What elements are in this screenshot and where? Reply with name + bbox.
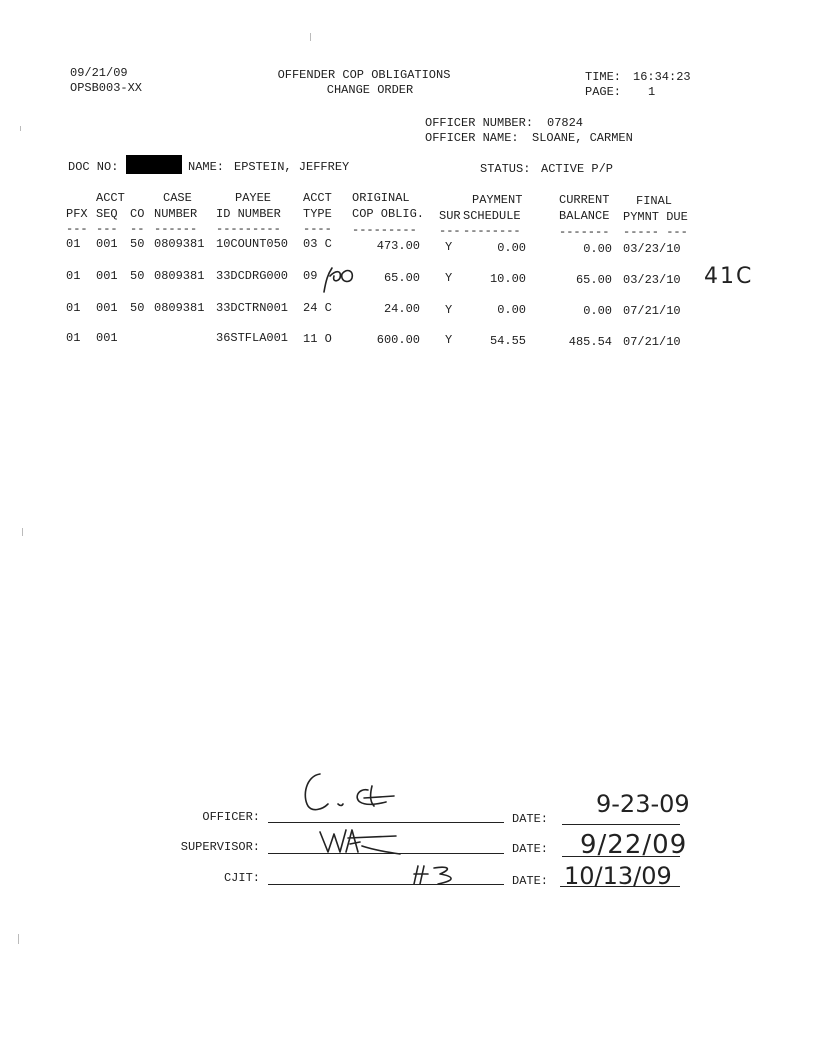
table-row-2-pfx: 01 <box>66 269 81 283</box>
table-row-3-final: 07/21/10 <box>623 304 681 318</box>
col-dashes: ------- <box>559 225 610 239</box>
page-label: PAGE: <box>585 85 622 99</box>
report-date: 09/21/09 <box>70 66 128 80</box>
table-row-1-sur: Y <box>445 240 453 254</box>
table-row-3-case: 0809381 <box>154 301 205 315</box>
officer-name-label: OFFICER NAME: <box>425 131 519 145</box>
table-row-2-final: 03/23/10 <box>623 273 681 287</box>
col-dashes: --- <box>66 222 88 236</box>
col-dashes: --------- <box>352 223 417 237</box>
supervisor-sign-label: SUPERVISOR: <box>180 840 260 854</box>
table-row-4-final: 07/21/10 <box>623 335 681 349</box>
table-row-1-payee: 10COUNT050 <box>216 237 289 251</box>
col-payment-h2: SCHEDULE <box>463 209 521 223</box>
report-title: OFFENDER COP OBLIGATIONS <box>277 68 451 82</box>
table-row-1-type: 03 C <box>303 237 332 251</box>
col-sur-h2: SUR <box>439 209 461 223</box>
cjit-date-label: DATE: <box>512 874 549 888</box>
table-row-2-original: 65.00 <box>383 271 420 285</box>
table-row-4-sur: Y <box>445 333 453 347</box>
table-row-4-payment: 54.55 <box>489 334 526 348</box>
officer-name: SLOANE, CARMEN <box>532 131 633 145</box>
name-label: NAME: <box>188 160 225 174</box>
table-row-4-seq: 001 <box>96 331 118 345</box>
table-row-4-balance: 485.54 <box>568 335 612 349</box>
col-final-h1: FINAL <box>636 194 673 208</box>
col-current-h2: BALANCE <box>559 209 610 223</box>
table-row-3-payee: 33DCTRN001 <box>216 301 289 315</box>
scan-speck <box>18 934 19 944</box>
cjit-sign-label: CJIT: <box>223 871 260 885</box>
col-dashes: ---- <box>303 222 332 236</box>
officer-date-line <box>562 824 680 825</box>
table-row-1-payment: 0.00 <box>497 241 526 255</box>
table-row-2-case: 0809381 <box>154 269 205 283</box>
col-original-h1: ORIGINAL <box>352 191 410 205</box>
supervisor-date-label: DATE: <box>512 842 549 856</box>
col-acct-type-h2: TYPE <box>303 207 332 221</box>
col-original-h2: COP OBLIG. <box>352 207 425 221</box>
table-row-3-sur: Y <box>445 303 453 317</box>
report-time: 16:34:23 <box>633 70 691 84</box>
col-dashes: ------ <box>154 222 198 236</box>
table-row-1-case: 0809381 <box>154 237 205 251</box>
supervisor-signature <box>318 826 408 858</box>
scan-speck <box>22 528 23 536</box>
table-row-4-type: 11 O <box>303 332 332 346</box>
col-current-h1: CURRENT <box>559 193 610 207</box>
cjit-date-handwritten: 10/13/09 <box>564 862 672 890</box>
program-id: OPSB003-XX <box>70 81 143 95</box>
scan-speck <box>310 33 311 41</box>
table-row-4-original: 600.00 <box>376 333 420 347</box>
col-co-h2: CO <box>130 207 145 221</box>
table-row-2-co: 50 <box>130 269 145 283</box>
table-row-3-original: 24.00 <box>383 302 420 316</box>
col-pfx-h2: PFX <box>66 207 88 221</box>
officer-number-label: OFFICER NUMBER: <box>425 116 534 130</box>
offender-name: EPSTEIN, JEFFREY <box>234 160 350 174</box>
officer-sign-label: OFFICER: <box>202 810 260 824</box>
col-dashes: -- <box>130 222 145 236</box>
col-acct-seq-h2: SEQ <box>96 207 118 221</box>
table-row-1-balance: 0.00 <box>583 242 612 256</box>
col-dashes: --- <box>439 224 461 238</box>
table-row-2-sur: Y <box>445 271 453 285</box>
table-row-3-balance: 0.00 <box>583 304 612 318</box>
col-final-h2: PYMNT DUE <box>623 210 688 224</box>
page-number: 1 <box>648 85 656 99</box>
table-row-3-pfx: 01 <box>66 301 81 315</box>
table-row-1-original: 473.00 <box>376 239 420 253</box>
col-dashes: -------- <box>463 224 521 238</box>
report-subtitle: CHANGE ORDER <box>326 83 414 97</box>
table-row-1-seq: 001 <box>96 237 118 251</box>
table-row-2-balance: 65.00 <box>575 273 612 287</box>
col-case-h2: NUMBER <box>154 207 198 221</box>
col-acct-type-h1: ACCT <box>303 191 332 205</box>
handwritten-margin-note: 41C <box>704 264 754 289</box>
supervisor-date-handwritten: 9/22/09 <box>580 830 688 860</box>
table-row-3-seq: 001 <box>96 301 118 315</box>
table-row-2-type: 09 <box>303 269 318 283</box>
col-dashes: --------- <box>216 222 281 236</box>
table-row-3-type: 24 C <box>303 301 332 315</box>
table-row-3-co: 50 <box>130 301 145 315</box>
table-row-2-payment: 10.00 <box>489 272 526 286</box>
table-row-4-payee: 36STFLA001 <box>216 331 289 345</box>
time-label: TIME: <box>585 70 622 84</box>
table-row-3-payment: 0.00 <box>497 303 526 317</box>
doc-no-label: DOC NO: <box>68 160 119 174</box>
col-dashes: --- <box>96 222 118 236</box>
col-case-h1: CASE <box>163 191 192 205</box>
col-payee-h1: PAYEE <box>235 191 272 205</box>
cjit-initials <box>412 864 462 888</box>
table-row-2-payee: 33DCDRG000 <box>216 269 289 283</box>
officer-signature <box>298 768 408 818</box>
cjit-signature-line <box>268 884 504 885</box>
officer-signature-line <box>268 822 504 823</box>
table-row-1-final: 03/23/10 <box>623 242 681 256</box>
officer-date-handwritten: 9-23-09 <box>596 790 690 818</box>
offender-status: ACTIVE P/P <box>541 162 614 176</box>
officer-number: 07824 <box>547 116 584 130</box>
col-acct-seq-h1: ACCT <box>96 191 125 205</box>
table-row-2-seq: 001 <box>96 269 118 283</box>
table-row-4-pfx: 01 <box>66 331 81 345</box>
col-dashes: ----- --- <box>623 225 688 239</box>
scan-speck <box>20 126 21 131</box>
table-row-1-pfx: 01 <box>66 237 81 251</box>
table-row-1-co: 50 <box>130 237 145 251</box>
status-label: STATUS: <box>480 162 531 176</box>
officer-date-label: DATE: <box>512 812 549 826</box>
col-payee-h2: ID NUMBER <box>216 207 281 221</box>
redaction-box <box>126 155 182 174</box>
col-payment-h1: PAYMENT <box>472 193 523 207</box>
